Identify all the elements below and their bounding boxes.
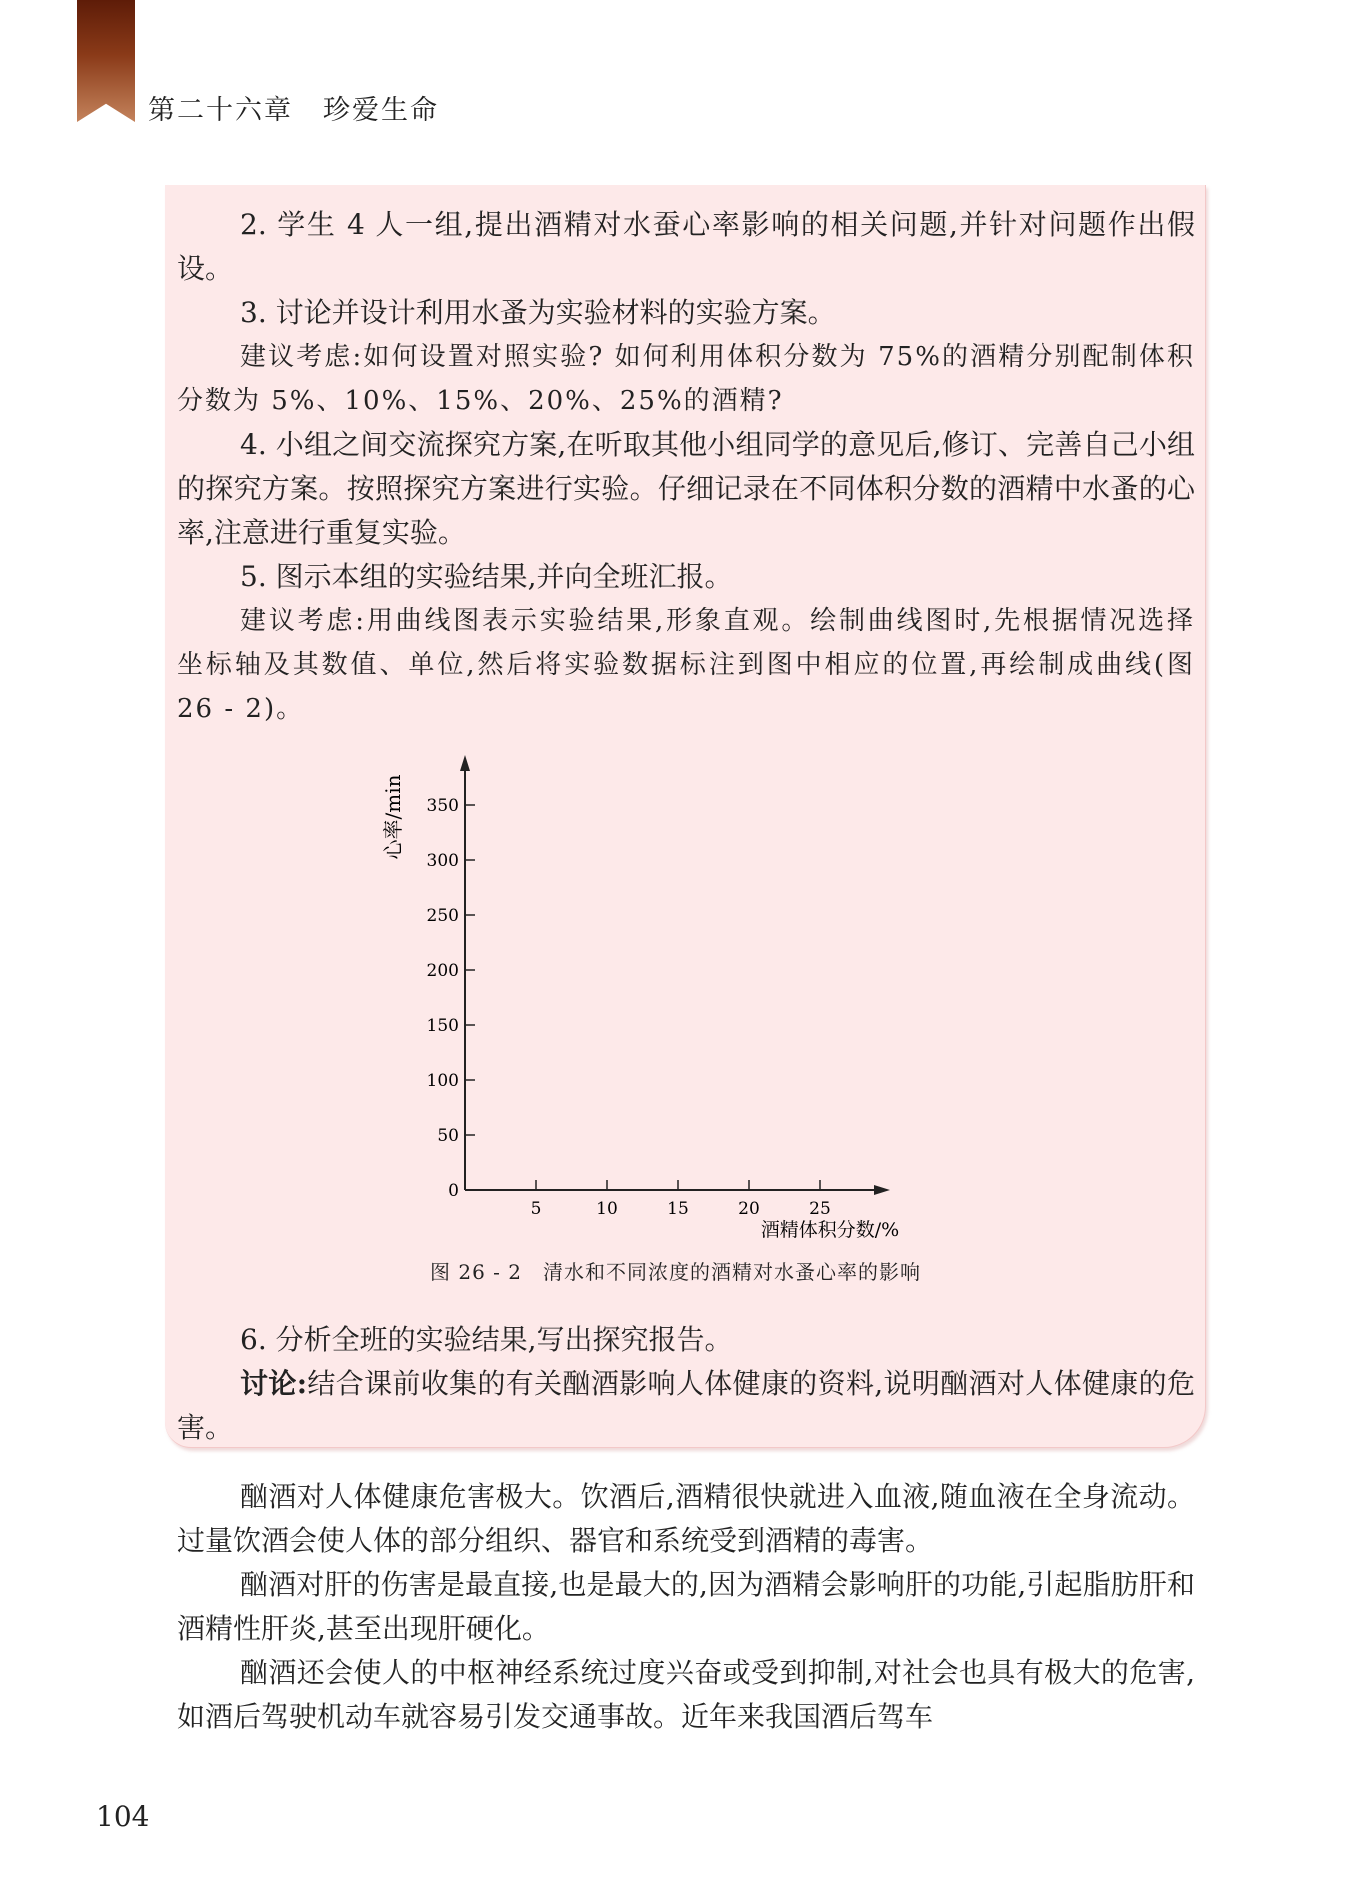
chapter-name: 珍爱生命: [323, 95, 439, 126]
y-tick-label: 250: [426, 906, 459, 926]
x-axis-arrow: [874, 1185, 890, 1195]
chapter-ribbon: [77, 0, 135, 122]
activity-step-6: 6. 分析全班的实验结果,写出探究报告。: [240, 1323, 733, 1356]
figure-caption: 图 26 - 2 清水和不同浓度的酒精对水蚤心率的影响: [430, 1260, 922, 1284]
x-tick-label: 5: [530, 1199, 542, 1219]
activity-hint-2: 建议考虑:用曲线图表示实验结果,形象直观。绘制曲线图时,先根据情况选择坐标轴及其数值、单位,然后将实验数据标注到图中相应的位置,再绘制成曲线(图 26 - 2)。: [177, 606, 1195, 724]
heart-rate-chart: [370, 755, 930, 1255]
y-tick-label: 350: [426, 796, 459, 816]
activity-hint-1: 建议考虑:如何设置对照实验? 如何利用体积分数为 75%的酒精分别配制体积分数为 5%、10%、15%、20%、25%的酒精?: [177, 342, 1195, 416]
discussion-label: 讨论:: [240, 1367, 308, 1400]
y-tick-label: 150: [426, 1016, 459, 1036]
x-tick-label: 10: [596, 1199, 618, 1219]
x-tick-label: 25: [809, 1199, 831, 1219]
y-axis-ticks: [427, 796, 475, 1201]
activity-step-3: 3. 讨论并设计利用水蚤为实验材料的实验方案。: [240, 296, 836, 329]
x-axis-ticks: [531, 1180, 831, 1219]
activity-step-4: 4. 小组之间交流探究方案,在听取其他小组同学的意见后,修订、完善自己小组的探究方案。按照探究方案进行实验。仔细记录在不同体积分数的酒精中水蚤的心率,注意进行重复实验。: [177, 428, 1195, 549]
chart-axes: [460, 755, 890, 1195]
body-paragraph-2: 酗酒对肝的伤害是最直接,也是最大的,因为酒精会影响肝的功能,引起脂肪肝和酒精性肝炎,甚至出现肝硬化。: [177, 1568, 1195, 1645]
y-tick-label: 0: [448, 1181, 459, 1201]
y-tick-label: 50: [437, 1126, 459, 1146]
y-axis-label: 心率/min: [381, 774, 405, 860]
chapter-title: [148, 88, 439, 127]
y-tick-label: 300: [426, 851, 459, 871]
discussion-paragraph: [177, 1362, 1195, 1450]
body-paragraph-3: 酗酒还会使人的中枢神经系统过度兴奋或受到抑制,对社会也具有极大的危害,如酒后驾驶机动车就容易引发交通事故。近年来我国酒后驾车: [177, 1656, 1195, 1733]
x-tick-label: 15: [667, 1199, 689, 1219]
body-paragraph-1: 酗酒对人体健康危害极大。饮酒后,酒精很快就进入血液,随血液在全身流动。过量饮酒会使人体的部分组织、器官和系统受到酒精的毒害。: [177, 1480, 1195, 1557]
x-tick-label: 20: [738, 1199, 760, 1219]
y-tick-label: 200: [426, 961, 459, 981]
activity-step-2: 2. 学生 4 人一组,提出酒精对水蚕心率影响的相关问题,并针对问题作出假设。: [177, 208, 1195, 285]
x-axis-label: 酒精体积分数/%: [760, 1219, 900, 1241]
chapter-number: 第二十六章: [148, 95, 293, 126]
activity-step-5: 5. 图示本组的实验结果,并向全班汇报。: [240, 560, 733, 593]
page-number: 104: [96, 1800, 150, 1833]
discussion-text: 结合课前收集的有关酗酒影响人体健康的资料,说明酗酒对人体健康的危害。: [177, 1367, 1195, 1444]
y-tick-label: 100: [426, 1071, 459, 1091]
y-axis-arrow: [460, 755, 470, 771]
